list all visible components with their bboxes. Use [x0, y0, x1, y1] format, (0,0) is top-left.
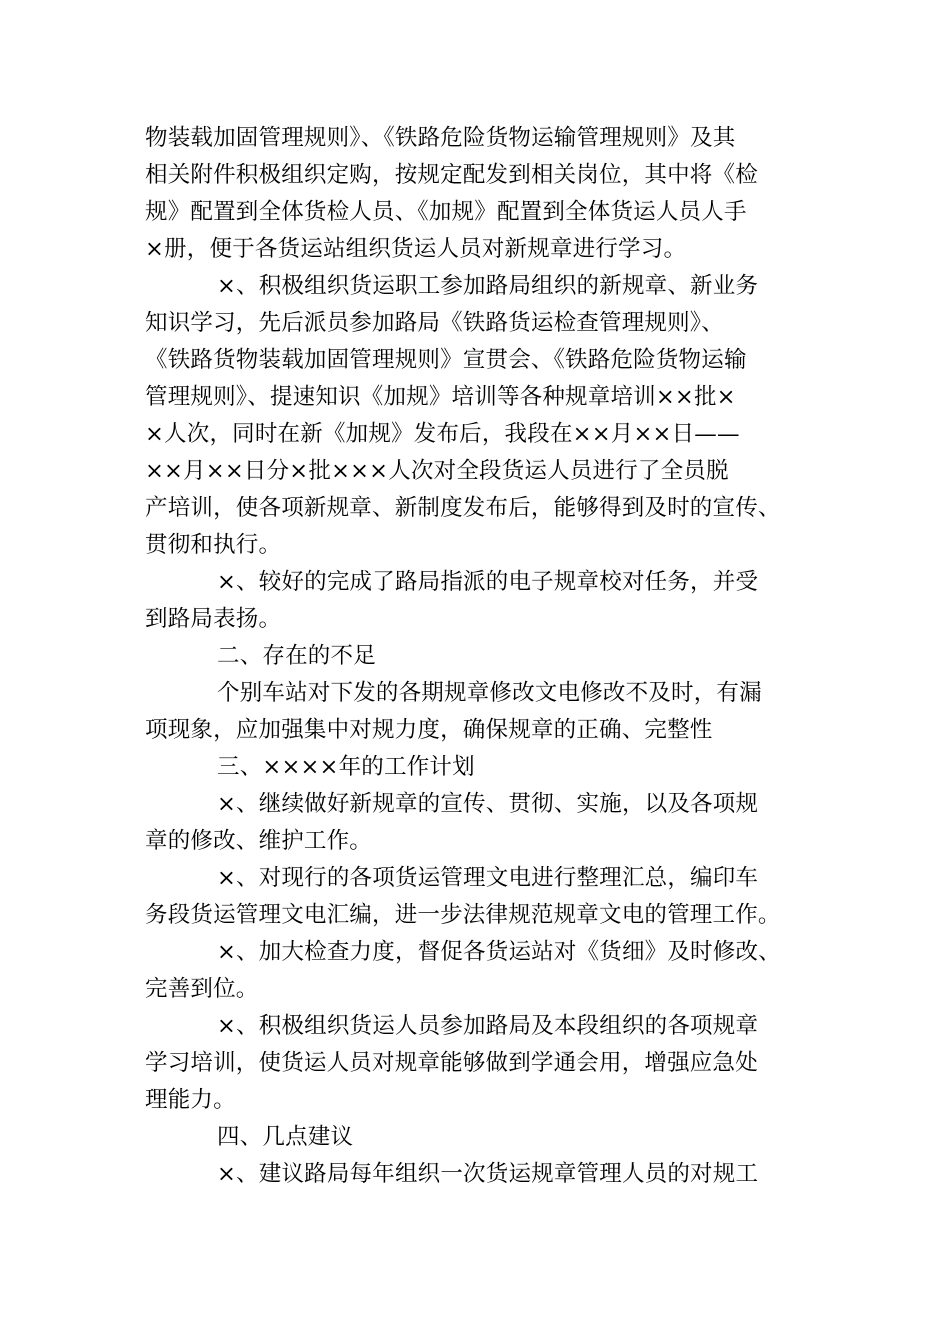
text-line: 《铁路货物装载加固管理规则》宣贯会、《铁路危险货物运输: [145, 347, 747, 373]
text-line: 相关附件积极组织定购，按规定配发到相关岗位，其中将《检: [145, 162, 758, 188]
text-line: 管理规则》、提速知识《加规》培训等各种规章培训××批×: [145, 384, 736, 410]
section-heading: 三、××××年的工作计划: [217, 754, 475, 780]
text-line: 到路局表扬。: [145, 606, 282, 632]
text-line: 物装载加固管理规则》、《铁路危险货物运输管理规则》及其: [145, 125, 736, 151]
text-line: 规》配置到全体货检人员、《加规》配置到全体货运人员人手: [145, 199, 747, 225]
paragraph-start-line: ×、积极组织货运人员参加路局及本段组织的各项规章: [217, 1013, 759, 1039]
text-line: 章的修改、维护工作。: [145, 828, 373, 854]
text-line: 务段货运管理文电汇编，进一步法律规范规章文电的管理工作。: [145, 902, 781, 928]
paragraph-start-line: ×、较好的完成了路局指派的电子规章校对任务，并受: [217, 569, 759, 595]
text-line: ××月××日分×批×××人次对全段货运人员进行了全员脱: [145, 458, 729, 484]
text-line: 贯彻和执行。: [145, 532, 282, 558]
text-line: ×册，便于各货运站组织货运人员对新规章进行学习。: [145, 236, 687, 262]
paragraph-start-line: ×、积极组织货运职工参加路局组织的新规章、新业务: [217, 273, 759, 299]
section-heading: 二、存在的不足: [217, 643, 376, 669]
text-line: 学习培训，使货运人员对规章能够做到学通会用，增强应急处: [145, 1050, 758, 1076]
text-line: 理能力。: [145, 1087, 236, 1113]
text-line: 知识学习，先后派员参加路局《铁路货运检查管理规则》、: [145, 310, 724, 336]
paragraph-start-line: ×、加大检查力度，督促各货运站对《货细》及时修改、: [217, 939, 781, 965]
text-line: ×人次，同时在新《加规》发布后，我段在××月××日——: [145, 421, 740, 447]
section-heading: 四、几点建议: [217, 1124, 354, 1150]
paragraph-start-line: 个别车站对下发的各期规章修改文电修改不及时，有漏: [217, 680, 762, 706]
paragraph-start-line: ×、对现行的各项货运管理文电进行整理汇总，编印车: [217, 865, 759, 891]
document-body: [145, 120, 810, 1193]
paragraph-start-line: ×、建议路局每年组织一次货运规章管理人员的对规工: [217, 1161, 759, 1187]
text-line: 完善到位。: [145, 976, 259, 1002]
paragraph-start-line: ×、继续做好新规章的宣传、贯彻、实施，以及各项规: [217, 791, 759, 817]
text-line: 产培训，使各项新规章、新制度发布后，能够得到及时的宣传、: [145, 495, 781, 521]
text-line: 项现象，应加强集中对规力度，确保规章的正确、完整性: [145, 717, 713, 743]
